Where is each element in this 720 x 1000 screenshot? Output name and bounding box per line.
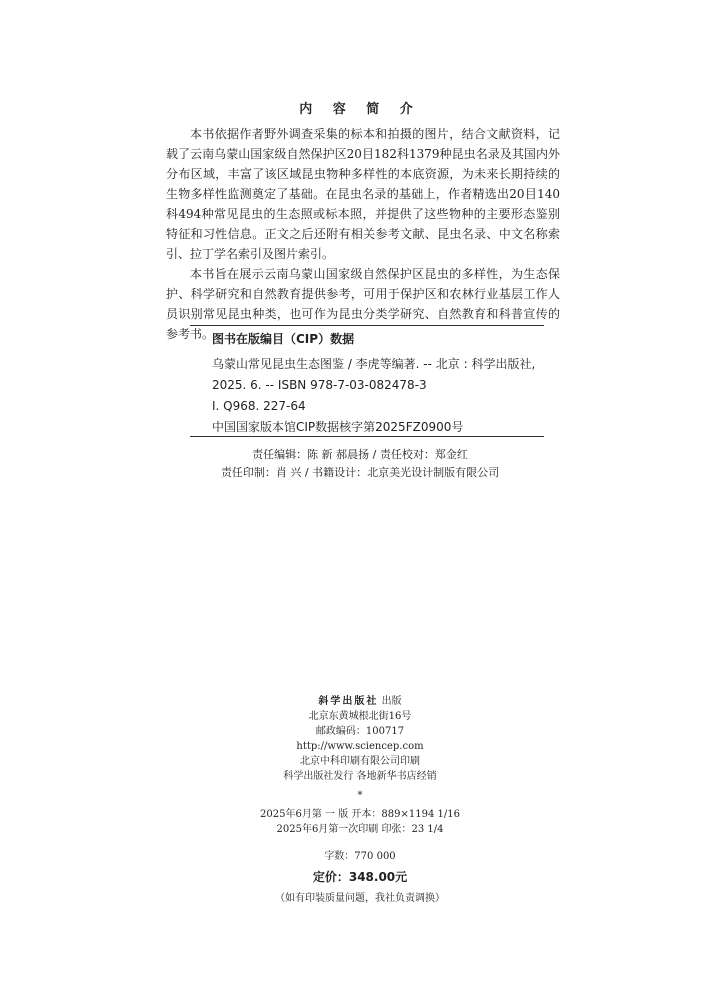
cip-block xyxy=(212,329,542,438)
publisher-line xyxy=(0,694,720,709)
intro-paragraph-1: 本书依据作者野外调查采集的标本和拍摄的图片，结合文献资料，记载了云南乌蒙山国家级自然保护区20目182科1379种昆虫名录及其国内外分布区域，丰富了该区域昆虫物种多样性的本底资源，为未来长期持续的生物多样性监测奠定了基础。在昆虫名录的基础上，作者精选出20目140科494种常见昆虫的生态照或标本照，并提供了这些物种的主要形态鉴别特征和习性信息。正文之后还附有相关参考文献、昆虫名录、中文名称索引、拉丁学名索引及图片索引。 xyxy=(166,127,560,261)
intro-title: 内 容 简 介 xyxy=(299,102,421,117)
publisher-block xyxy=(0,694,720,906)
editors-line: 责任印制：肖 兴 / 书籍设计：北京美光设计制版有限公司 xyxy=(220,466,500,479)
cip-line: 乌蒙山常见昆虫生态图鉴 / 李虎等编著. -- 北京 : 科学出版社, xyxy=(212,357,536,371)
cip-heading: 图书在版编目（CIP）数据 xyxy=(212,332,355,346)
publisher-logo: 斜学出版社 xyxy=(318,696,379,707)
price: 定价：348.00元 xyxy=(312,870,408,884)
edition-info: 2025年6月第 一 版 开本：889×1194 1/16 xyxy=(260,809,460,820)
word-count: 字数：770 000 xyxy=(324,851,396,862)
cip-line: Ⅰ. Q968. 227-64 xyxy=(212,399,306,413)
quality-notice: （如有印装质量问题，我社负责调换） xyxy=(275,893,445,904)
cip-bottom-rule xyxy=(190,436,544,437)
distribution: 科学出版社发行 各地新华书店经销 xyxy=(283,771,437,782)
publisher-postcode: 邮政编码：100717 xyxy=(315,726,405,737)
printing-info: 2025年6月第一次印刷 印张：23 1/4 xyxy=(276,824,444,835)
separator-star: * xyxy=(357,790,363,801)
editors-block xyxy=(0,446,720,482)
cip-line: 中国国家版本馆CIP数据核字第2025FZ0900号 xyxy=(212,420,464,434)
intro-text xyxy=(166,124,560,344)
publisher-url: http://www.sciencep.com xyxy=(296,741,424,752)
publisher-address: 北京东黄城根北街16号 xyxy=(308,711,412,722)
cip-line: 2025. 6. -- ISBN 978-7-03-082478-3 xyxy=(212,378,427,392)
cip-top-rule xyxy=(190,325,544,326)
editors-line: 责任编辑：陈 新 郝晨扬 / 责任校对：郑金红 xyxy=(252,448,468,461)
publisher-suffix: 出版 xyxy=(381,696,402,707)
printer: 北京中科印刷有限公司印刷 xyxy=(300,756,420,767)
intro-paragraph-2: 本书旨在展示云南乌蒙山国家级自然保护区昆虫的多样性，为生态保护、科学研究和自然教育提供参考，可用于保护区和农林行业基层工作人员识别常见昆虫种类，也可作为昆虫分类学研究、自然教育和科普宣传的参考书。 xyxy=(166,267,560,341)
